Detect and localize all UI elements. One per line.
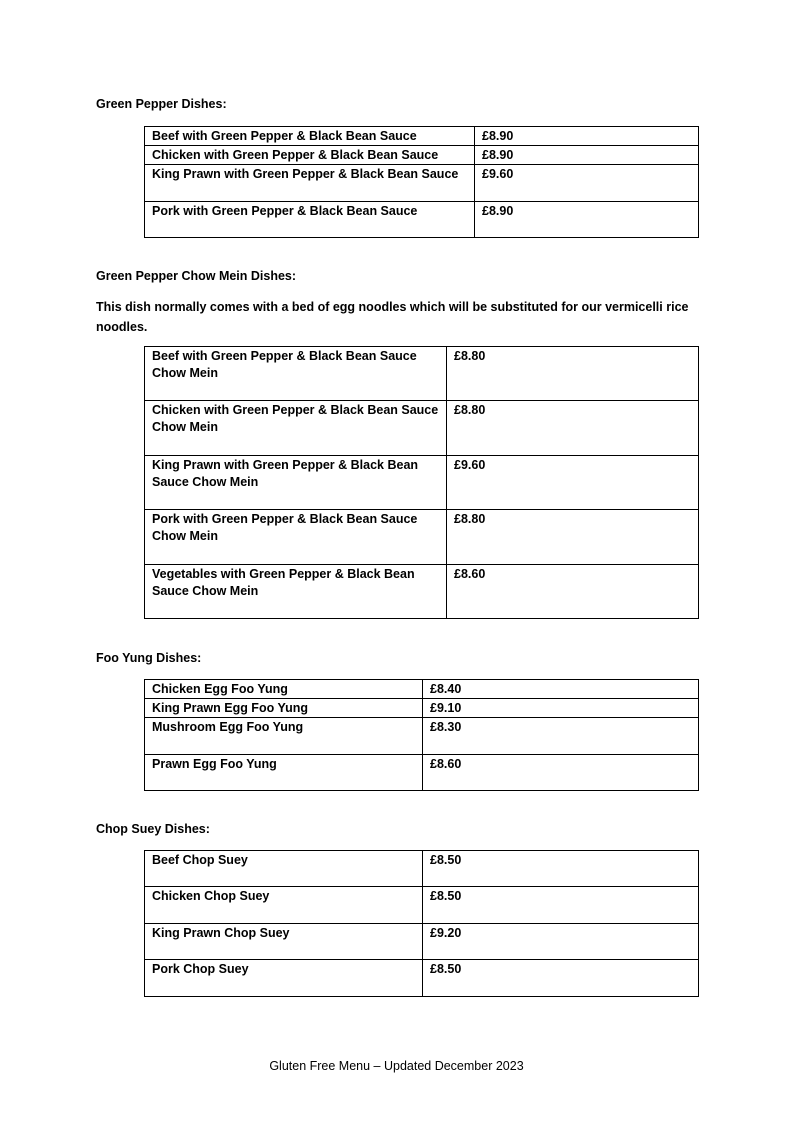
table-row [145, 127, 699, 146]
dish-name: Beef with Green Pepper & Black Bean Sauce [145, 127, 475, 146]
table-row [145, 456, 699, 510]
dish-price: £8.80 [447, 401, 699, 456]
dish-price: £9.60 [447, 456, 699, 510]
dish-price: £8.90 [475, 146, 699, 165]
table-row [145, 851, 699, 887]
dish-name: Pork with Green Pepper & Black Bean Sauce Chow Mein [145, 510, 447, 565]
table-row [145, 755, 699, 791]
dish-name: King Prawn with Green Pepper & Black Bean Sauce [145, 165, 475, 202]
dish-name: Beef with Green Pepper & Black Bean Sauce Chow Mein [145, 347, 447, 401]
dish-name: Chicken Chop Suey [145, 887, 423, 924]
dish-name: Beef Chop Suey [145, 851, 423, 887]
dish-price: £8.50 [423, 960, 699, 997]
foo-yung-table [144, 679, 699, 791]
dish-price: £8.90 [475, 127, 699, 146]
dish-price: £8.80 [447, 510, 699, 565]
table-row [145, 718, 699, 755]
dish-price: £8.40 [423, 680, 699, 699]
dish-name: Vegetables with Green Pepper & Black Bean Sauce Chow Mein [145, 565, 447, 619]
dish-price: £8.50 [423, 851, 699, 887]
table-row [145, 565, 699, 619]
dish-name: King Prawn with Green Pepper & Black Bean Sauce Chow Mein [145, 456, 447, 510]
dish-name: Chicken Egg Foo Yung [145, 680, 423, 699]
table-row [145, 699, 699, 718]
dish-name: Chicken with Green Pepper & Black Bean Sauce Chow Mein [145, 401, 447, 456]
table-row [145, 401, 699, 456]
table-row [145, 202, 699, 238]
page-footer: Gluten Free Menu – Updated December 2023 [269, 1059, 524, 1073]
dish-price: £9.10 [423, 699, 699, 718]
table-row [145, 680, 699, 699]
chop-suey-table [144, 850, 699, 997]
dish-price: £8.80 [447, 347, 699, 401]
dish-price: £9.20 [423, 924, 699, 960]
dish-name: King Prawn Egg Foo Yung [145, 699, 423, 718]
chow-mein-table [144, 346, 699, 619]
dish-price: £8.30 [423, 718, 699, 755]
section-title-green-pepper: Green Pepper Dishes: [96, 97, 227, 111]
dish-name: Mushroom Egg Foo Yung [145, 718, 423, 755]
dish-price: £8.90 [475, 202, 699, 238]
section-title-chow-mein: Green Pepper Chow Mein Dishes: [96, 269, 297, 283]
table-row [145, 146, 699, 165]
table-row [145, 510, 699, 565]
table-row [145, 165, 699, 202]
section-note-chow-mein: This dish normally comes with a bed of egg noodles which will be substituted for our vermicelli rice noodles. [96, 300, 689, 334]
dish-name: Chicken with Green Pepper & Black Bean Sauce [145, 146, 475, 165]
table-row [145, 924, 699, 960]
dish-price: £8.50 [423, 887, 699, 924]
dish-price: £8.60 [447, 565, 699, 619]
table-row [145, 347, 699, 401]
section-title-chop-suey: Chop Suey Dishes: [96, 822, 210, 836]
dish-name: Pork Chop Suey [145, 960, 423, 997]
table-row [145, 887, 699, 924]
green-pepper-table [144, 126, 699, 238]
dish-name: King Prawn Chop Suey [145, 924, 423, 960]
table-row [145, 960, 699, 997]
section-title-foo-yung: Foo Yung Dishes: [96, 651, 202, 665]
dish-name: Pork with Green Pepper & Black Bean Sauce [145, 202, 475, 238]
dish-price: £8.60 [423, 755, 699, 791]
dish-price: £9.60 [475, 165, 699, 202]
dish-name: Prawn Egg Foo Yung [145, 755, 423, 791]
